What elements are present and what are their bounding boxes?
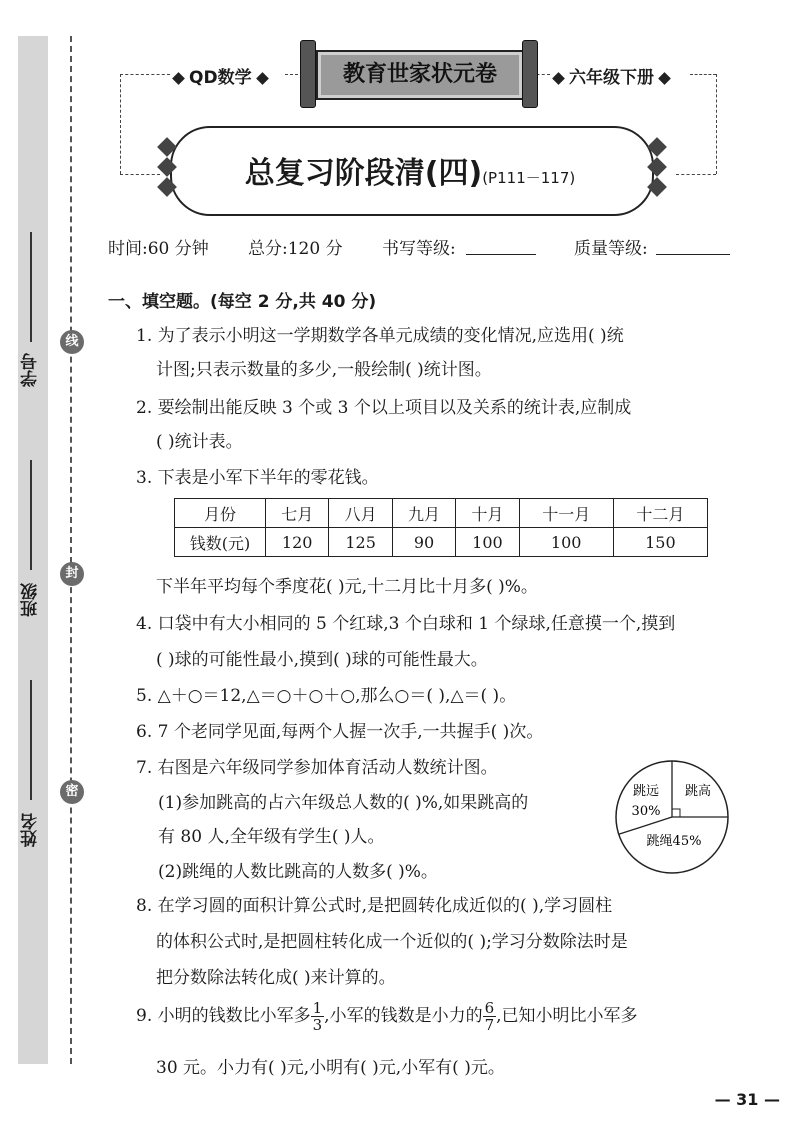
question-8-line-1: 8. 在学习圆的面积计算公式时,是把圆转化成近似的( ),学习圆柱	[136, 896, 613, 916]
table-cell: 100	[456, 528, 519, 557]
question-4-line-1: 4. 口袋中有大小相同的 5 个红球,3 个白球和 1 个绿球,任意摸一个,摸到	[136, 614, 676, 634]
pie-label-high-jump: 跳高	[684, 784, 712, 799]
quality-grade-label: 质量等级:	[574, 239, 648, 259]
class-label: 班级	[21, 583, 41, 617]
table-cell: 120	[266, 528, 329, 557]
grade-tag-text: 六年级下册	[569, 68, 654, 88]
binding-strip	[18, 36, 48, 1064]
question-6: 6. 7 个老同学见面,每两个人握一次手,一共握手( )次。	[136, 722, 544, 742]
total-score: 总分:120 分	[248, 239, 343, 259]
seal-line-badge: 线	[60, 330, 84, 354]
seal-seal-badge: 封	[60, 562, 84, 586]
question-7-1-line-2: 有 80 人,全年级有学生( )人。	[158, 827, 385, 847]
diamond-stack-right-icon	[648, 134, 666, 200]
pie-label-long-jump: 跳远	[632, 784, 660, 799]
writing-grade-field[interactable]	[466, 254, 536, 255]
table-row-label: 钱数(元)	[175, 528, 266, 557]
table-row	[175, 528, 708, 557]
question-2-line-1: 2. 要绘制出能反映 3 个或 3 个以上项目以及关系的统计表,应制成	[136, 398, 632, 418]
class-line	[30, 460, 32, 570]
table-header-cell: 月份	[175, 499, 266, 528]
question-2-line-2: ( )统计表。	[156, 432, 243, 452]
section-heading: 一、填空题。(每空 2 分,共 40 分)	[108, 292, 377, 312]
pie-label-long-jump-pct: 30%	[631, 804, 661, 819]
question-3-line-2: 下半年平均每个季度花( )元,十二月比十月多( )%。	[156, 577, 538, 597]
grade-tag	[548, 63, 675, 88]
series-banner: 教育世家状元卷	[316, 50, 524, 100]
question-4-line-2: ( )球的可能性最小,摸到( )球的可能性最大。	[156, 650, 488, 670]
name-label: 姓名	[21, 813, 41, 847]
fraction-numerator: 1	[312, 999, 323, 1017]
question-9-line-1	[136, 1000, 638, 1033]
diamond-icon	[658, 72, 671, 85]
question-7-2: (2)跳绳的人数比跳高的人数多( )%。	[158, 862, 438, 882]
scroll-roll-right	[522, 40, 538, 108]
question-9-line-2: 30 元。小力有( )元,小明有( )元,小军有( )元。	[156, 1058, 505, 1078]
fraction-denominator: 7	[484, 1016, 495, 1034]
question-3: 3. 下表是小军下半年的零花钱。	[136, 468, 379, 488]
fraction-numerator: 6	[484, 999, 495, 1017]
sports-pie-chart	[612, 757, 732, 877]
fraction-one-third	[311, 1000, 325, 1033]
name-line	[30, 680, 32, 800]
header-rule-left	[120, 74, 170, 75]
page-range: (P111－117)	[482, 169, 576, 187]
diamond-icon	[256, 72, 269, 85]
scroll-roll-left	[300, 40, 316, 108]
page-title-text: 总复习阶段清(四)	[244, 156, 483, 191]
pie-label-rope: 跳绳45%	[646, 834, 702, 849]
subject-tag-text: QD数学	[189, 68, 252, 88]
quality-grade-field[interactable]	[656, 254, 730, 255]
question-8-line-3: 把分数除法转化成( )来计算的。	[156, 968, 396, 988]
table-header-row	[175, 499, 708, 528]
question-1-line-1: 1. 为了表示小明这一学期数学各单元成绩的变化情况,应选用( )统	[136, 326, 624, 346]
table-header-cell: 十二月	[613, 499, 707, 528]
table-cell: 100	[519, 528, 613, 557]
table-header-cell: 八月	[329, 499, 392, 528]
header-rule-right-vertical	[716, 74, 717, 174]
diamond-icon	[552, 72, 565, 85]
fraction-six-sevenths	[483, 1000, 497, 1033]
allowance-table	[174, 498, 708, 557]
seal-dense-badge: 密	[60, 780, 84, 804]
header-rule-right-bottom	[676, 174, 716, 175]
page-title	[170, 148, 650, 192]
question-5: 5. △＋○＝12,△＝○＋○＋○,那么○＝( ),△＝( )。	[136, 686, 517, 706]
header-rule-left-bottom	[120, 174, 160, 175]
writing-grade-label: 书写等级:	[382, 239, 456, 259]
question-7: 7. 右图是六年级同学参加体育活动人数统计图。	[136, 758, 498, 778]
table-cell: 125	[329, 528, 392, 557]
header-rule-left-vertical	[120, 74, 121, 174]
question-7-1-line-1: (1)参加跳高的占六年级总人数的( )%,如果跳高的	[158, 793, 529, 813]
student-no-line	[30, 232, 32, 342]
page-number: — 31 —	[714, 1090, 780, 1109]
question-8-line-2: 的体积公式时,是把圆柱转化成一个近似的( );学习分数除法时是	[156, 932, 628, 952]
header-rule-right	[690, 74, 716, 75]
diamond-icon	[172, 72, 185, 85]
question-1-line-2: 计图;只表示数量的多少,一般绘制( )统计图。	[156, 360, 492, 380]
question-9-text-3: ,已知小明比小军多	[496, 1006, 638, 1026]
question-9-text-2: ,小军的钱数是小力的	[324, 1006, 483, 1026]
table-cell: 150	[613, 528, 707, 557]
question-9-text-1: 9. 小明的钱数比小军多	[136, 1006, 311, 1026]
table-cell: 90	[392, 528, 455, 557]
fraction-denominator: 3	[312, 1016, 323, 1034]
student-no-label: 学号	[21, 353, 41, 387]
table-header-cell: 十月	[456, 499, 519, 528]
table-header-cell: 十一月	[519, 499, 613, 528]
table-header-cell: 九月	[392, 499, 455, 528]
binding-dashed-line	[70, 36, 72, 1064]
table-header-cell: 七月	[266, 499, 329, 528]
subject-tag	[168, 63, 273, 88]
time-info: 时间:60 分钟	[108, 239, 209, 259]
